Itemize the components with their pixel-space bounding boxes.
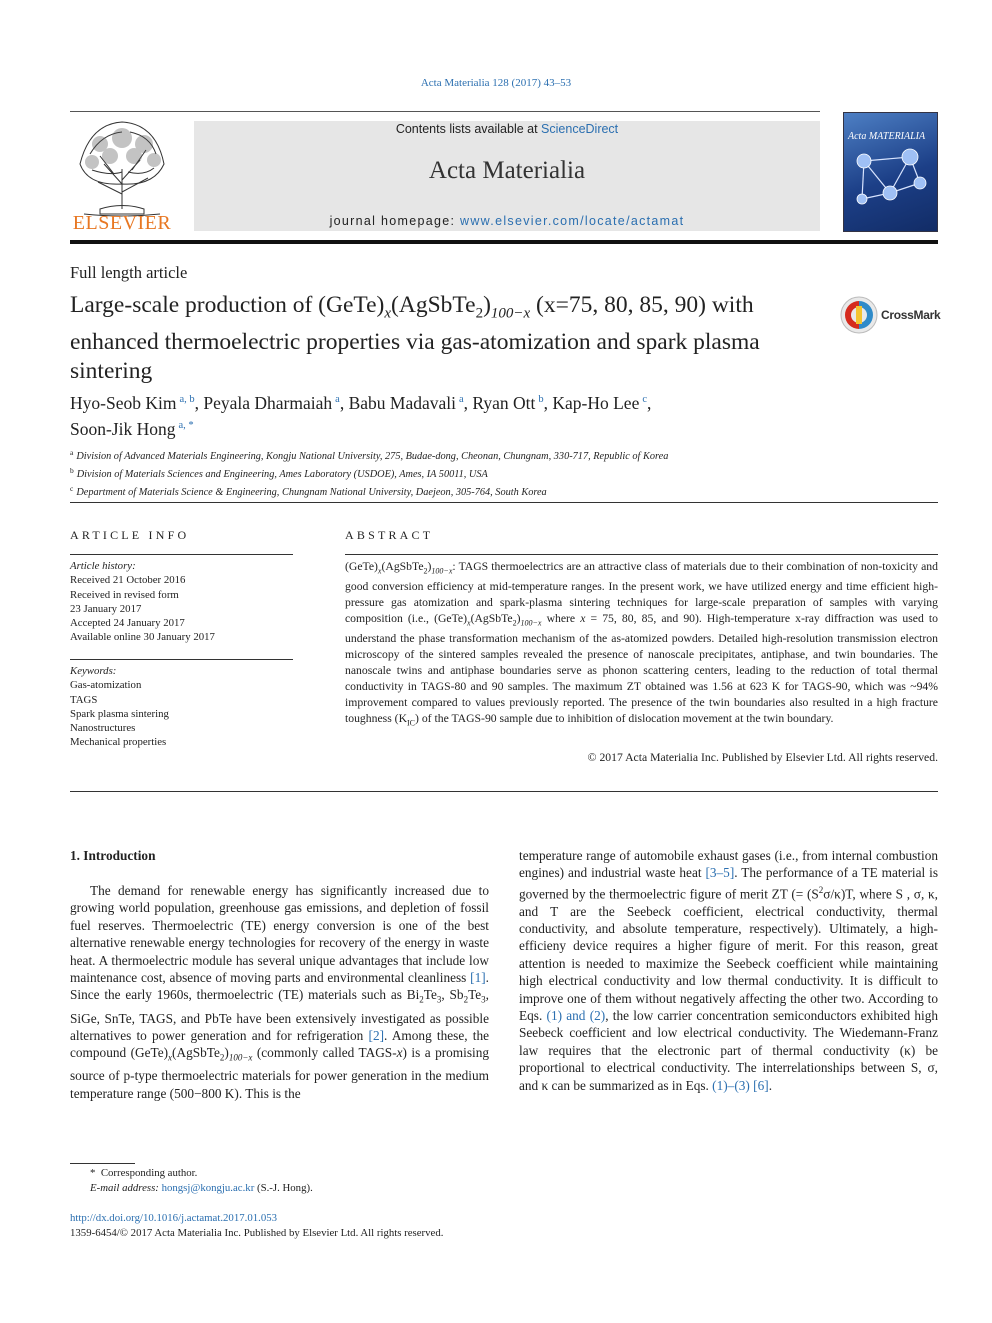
keyword: TAGS <box>70 693 98 706</box>
history-label: Article history: <box>70 560 136 572</box>
journal-homepage-line: journal homepage: www.elsevier.com/locate/actamat <box>329 214 685 228</box>
article-info-heading: ARTICLE INFO <box>70 528 190 542</box>
history-item: Accepted 24 January 2017 <box>70 617 185 630</box>
section-rule <box>70 502 938 503</box>
affiliations <box>70 446 910 501</box>
doi-link[interactable]: http://dx.doi.org/10.1016/j.actamat.2017.01.053 <box>70 1212 278 1224</box>
author-affiliation-marker[interactable]: c <box>642 394 648 405</box>
history-item: Received in revised form <box>70 588 179 601</box>
sciencedirect-link[interactable]: ScienceDirect <box>541 122 619 136</box>
crossmark-label[interactable]: CrossMark <box>881 308 941 322</box>
author-affiliation-marker[interactable]: a, b <box>179 394 195 405</box>
author-name[interactable]: Peyala Dharmaiah <box>203 393 333 413</box>
journal-name: Acta Materialia <box>428 157 586 184</box>
section-rule <box>70 791 938 792</box>
keyword: Gas-atomization <box>70 679 142 692</box>
header-bottom-rule <box>70 240 938 244</box>
keyword: Nanostructures <box>70 722 136 735</box>
equation-link[interactable]: (1)–(3) <box>712 1077 750 1093</box>
author-affiliation-marker[interactable]: a <box>458 394 464 405</box>
issn-copyright: 1359-6454/© 2017 Acta Materialia Inc. Published by Elsevier Ltd. All rights reserved. <box>70 1227 444 1239</box>
abstract-rule <box>345 554 938 555</box>
author-list: Hyo-Seob Kim $^{a, b}$, Peyala Dharmaiah $^a$, Babu Madavali $^a$, Ryan Ott $^b$, Kap-Ho Lee $^c$, Soon-Jik Hong $^{a, *}$ <box>70 393 652 439</box>
author-name[interactable]: Kap-Ho Lee <box>552 393 640 413</box>
reference-link[interactable]: [6] <box>753 1077 769 1093</box>
email-note: E-mail address: hongsj@kongju.ac.kr (S.-J. Hong). <box>90 1182 313 1194</box>
introduction-right-column: temperature range of automobile exhaust gases (i.e., from internal combustion engines) and industrial waste heat [3–5]. The performance of a TE material is governed by the thermoelectric figure of merit ZT (= $(S^2\sigma/\kappa)T$, where S , σ, κ, and T are the Seebeck coefficient, electrical conductivity, thermal conductivity, and absolute temperature, respectively). Ultimately, a high-efficieny device requires a higher figure of merit. For this reason, great attention is needed to maximize the Seebeck coefficient while maintaining high electrical conductivity and low thermal conductivity. It is difficult to improve one of them without negatively affecting the other two. According to Eqs. (1) and (2), the low carrier concentration semiconductors exhibited high Seebeck coefficient and low electrical conductivity. The Wiedemann-Franz law requires that the electronic part of thermal conductivity (κ) be proportional to electrical conductivity. The interrelationships between S, σ, and κ can be summarized as in Eqs. (1)–(3) [6]. <box>519 848 938 1093</box>
reference-link[interactable]: [3–5] <box>705 865 735 881</box>
journal-cover-image[interactable] <box>843 112 938 232</box>
abstract-copyright: © 2017 Acta Materialia Inc. Published by Elsevier Ltd. All rights reserved. <box>587 751 938 764</box>
history-item: 23 January 2017 <box>70 602 142 615</box>
keywords-label: Keywords: <box>70 665 117 677</box>
article-type: Full length article <box>70 263 188 282</box>
reference-link[interactable]: [2] <box>368 1027 385 1043</box>
author-affiliation-marker[interactable]: a, * <box>178 419 194 431</box>
author-name[interactable]: Hyo-Seob Kim <box>70 393 177 413</box>
cover-title: Acta MATERIALIA <box>848 131 926 142</box>
author-affiliation-marker[interactable]: a <box>335 394 340 405</box>
affiliation: $^c$ Department of Materials Science & Engineering, Chungnam National University, Daejeon, 305-764, South Korea <box>70 484 547 499</box>
email-link[interactable]: hongsj@kongju.ac.kr <box>161 1182 255 1194</box>
keyword: Spark plasma sintering <box>70 707 169 720</box>
author-name[interactable]: Babu Madavali <box>348 393 456 413</box>
article-info-rule <box>70 554 293 555</box>
crossmark-icon[interactable] <box>840 296 878 334</box>
author-name[interactable]: Ryan Ott <box>472 393 536 413</box>
affiliation: $^a$ Division of Advanced Materials Engineering, Kongju National University, 275, Budae-dong, Cheonan, Chungnam, 330-717, Republic of Korea <box>70 448 669 462</box>
abstract-text: $(GeTe)_x(AgSbTe_2)_{100-x}$: TAGS thermoelectrics are an attractive class of materials due to their combination of non-toxicity and good conversion efficiency at mid-temperature ranges. In the present work, we have utilized energy and time efficient high-pressure gas atomization and spark-plasma sintering techniques for large-scale preparation of samples with varying composition (i.e., $(GeTe)_x(AgSbTe_2)_{100-x}$ where x = 75, 80, 85, and 90). High-temperature x-ray diffraction was used to understand the phase transformation mechanism of the as-atomized powders. Detailed high-resolution transmission electron microscopy of the sintered samples revealed the presence of nanoscale precipitates, antiphase, and twin boundaries. The nanoscale twins and antiphase boundaries serve as phonon scattering centers, leading to the reduction of total thermal conductivity in TAGS-80 and 90 samples. The maximum ZT obtained was 1.56 at 623 K for TAGS-90, which was ~94% improvement compared to values previously reported. The presence of the twin boundaries also resulted in a high fracture toughness $(K_{IC})$ of the TAGS-90 sample due to inhibition of dislocation movement at the twin boundary. <box>345 560 938 728</box>
elsevier-wordmark: ELSEVIER <box>72 212 172 234</box>
author-affiliation-marker[interactable]: b <box>538 394 544 405</box>
article-title: Large-scale production of $(GeTe)_x(AgSbTe_2)_{100-x}$ (x=75, 80, 85, 90) with enhanced thermoelectric properties via gas-atomization and spark plasma sintering <box>70 292 760 384</box>
introduction-left-column: The demand for renewable energy has significantly increased due to growing world population, greenhouse gas emissions, and depletion of fossil fuel reserves. Thermoelectric (TE) energy conversion is one of the best alternative renewable energy technologies for recovery of the energy in waste heat. A thermoelectric module has several unique advantages that include low maintenance cost, absence of moving parts and environmental cleanliness [1]. Since the early 1960s, thermoelectric (TE) materials such as $Bi_2Te_3$, $Sb_2Te_3$, SiGe, SnTe, TAGS, and PbTe have been extensively investigated as possible alternatives to power generation and for refrigeration [2]. Among these, the compound $(GeTe)_x(AgSbTe_2)_{100-x}$ (commonly called TAGS-x) is a promising source of p-type thermoelectric materials for power generation in the medium temperature range (500−800 K). This is the <box>70 883 489 1101</box>
journal-reference-link[interactable]: Acta Materialia 128 (2017) 43–53 <box>420 77 572 89</box>
contents-line: Contents lists available at ScienceDirect <box>395 122 619 136</box>
cover-network-graphic <box>850 147 932 217</box>
corresponding-author-note: * Corresponding author. <box>90 1167 198 1179</box>
author-name[interactable]: Soon-Jik Hong <box>70 418 176 439</box>
footnote-rule <box>70 1163 135 1164</box>
introduction-heading: 1. Introduction <box>70 848 156 863</box>
keyword: Mechanical properties <box>70 736 167 749</box>
history-item: Available online 30 January 2017 <box>70 631 215 644</box>
journal-homepage-link[interactable]: www.elsevier.com/locate/actamat <box>460 214 685 228</box>
article-history <box>70 559 293 645</box>
equation-link[interactable]: (1) and (2) <box>546 1008 606 1024</box>
keywords-rule <box>70 659 293 660</box>
keywords <box>70 664 293 750</box>
header-top-rule <box>70 111 820 112</box>
history-item: Received 21 October 2016 <box>70 574 186 587</box>
abstract-heading: ABSTRACT <box>345 528 434 542</box>
affiliation: $^b$ Division of Materials Sciences and Engineering, Ames Laboratory (USDOE), Ames, IA 50011, USA <box>70 466 488 481</box>
footnote <box>70 1166 570 1196</box>
reference-link[interactable]: [1] <box>470 970 486 986</box>
